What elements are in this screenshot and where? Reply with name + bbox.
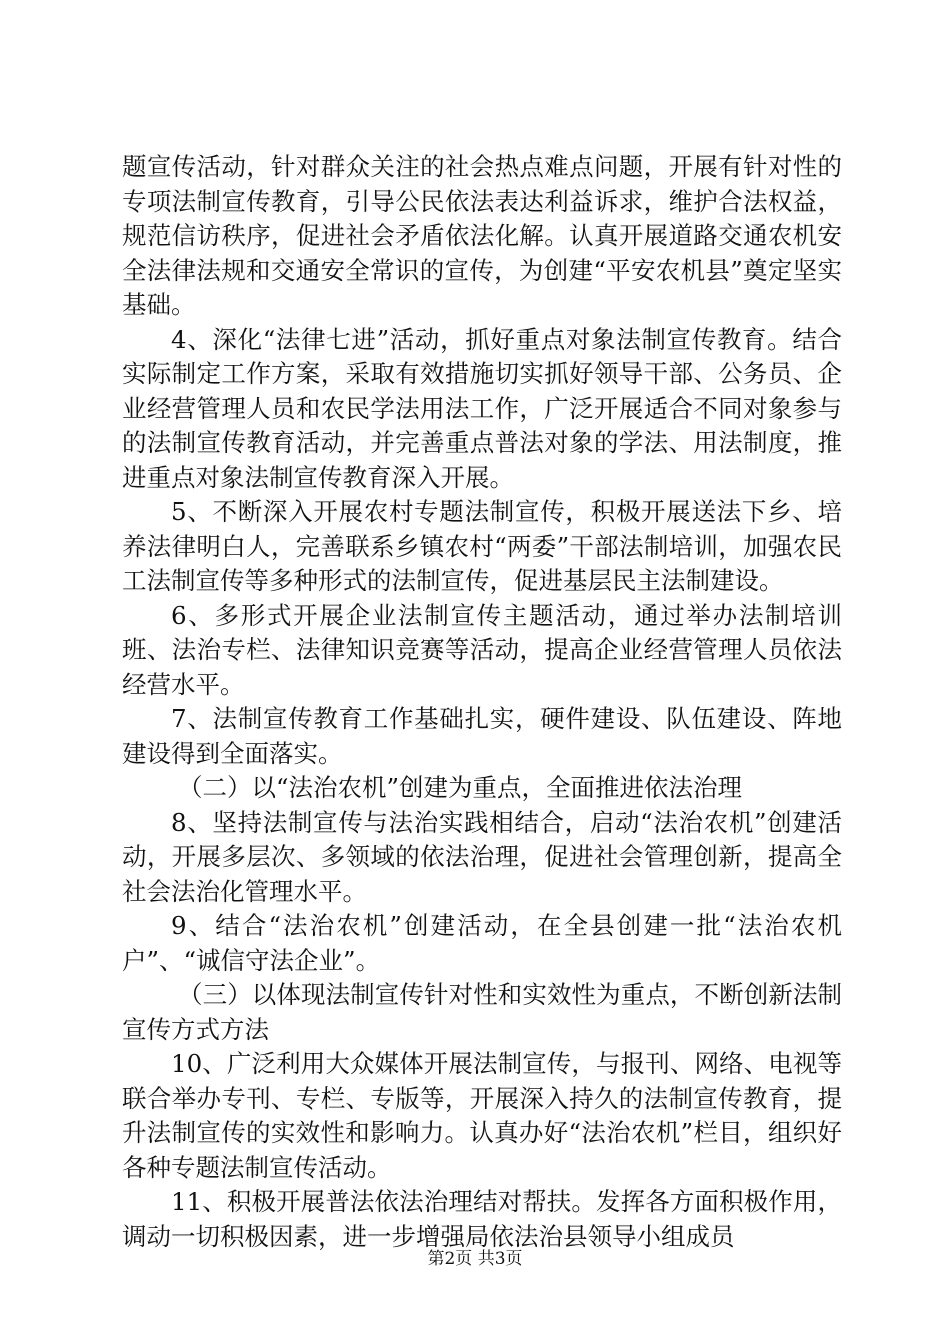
paragraph-continuation: 题宣传活动，针对群众关注的社会热点难点问题，开展有针对性的专项法制宣传教育，引导公民依法表达利益诉求，维护合法权益，规范信访秩序，促进社会矛盾依法化解。认真开展道路交通农机安全法律法规和交通安全常识的宣传，为创建“平安农机县”奠定坚实基础。: [122, 152, 842, 319]
section-heading-3: （三）以体现法制宣传针对性和实效性为重点，不断创新法制宣传方式方法: [122, 980, 842, 1044]
paragraph-item-9: 9、结合“法治农机”创建活动，在全县创建一批“法治农机户”、“诚信守法企业”。: [122, 911, 842, 975]
paragraph-item-4: 4、深化“法律七进”活动，抓好重点对象法制宣传教育。结合实际制定工作方案，采取有效措施切实抓好领导干部、公务员、企业经营管理人员和农民学法用法工作，广泛开展适合不同对象参与的法制宣传教育活动，并完善重点普法对象的学法、用法制度，推进重点对象法制宣传教育深入开展。: [122, 324, 842, 492]
section-heading-2: （二）以“法治农机”创建为重点，全面推进依法治理: [178, 773, 743, 802]
document-body: [122, 150, 842, 1254]
paragraph-item-11: 11、积极开展普法依法治理结对帮扶。发挥各方面积极作用，调动一切积极因素，进一步增强局依法治县领导小组成员: [122, 1187, 842, 1251]
page-footer: 第2页 共3页: [427, 1249, 523, 1269]
paragraph-item-5: 5、不断深入开展农村专题法制宣传，积极开展送法下乡、培养法律明白人，完善联系乡镇农村“两委”干部法制培训，加强农民工法制宣传等多种形式的法制宣传，促进基层民主法制建设。: [122, 497, 842, 595]
paragraph-item-7: 7、法制宣传教育工作基础扎实，硬件建设、队伍建设、阵地建设得到全面落实。: [122, 704, 842, 768]
paragraph-item-8: 8、坚持法制宣传与法治实践相结合，启动“法治农机”创建活动，开展多层次、多领域的依法治理，促进社会管理创新，提高全社会法治化管理水平。: [122, 807, 842, 906]
paragraph-item-10: 10、广泛利用大众媒体开展法制宣传，与报刊、网络、电视等联合举办专刊、专栏、专版等，开展深入持久的法制宣传教育，提升法制宣传的实效性和影响力。认真办好“法治农机”栏目，组织好各种专题法制宣传活动。: [122, 1049, 842, 1182]
paragraph-item-6: 6、多形式开展企业法制宣传主题活动，通过举办法制培训班、法治专栏、法律知识竞赛等活动，提高企业经营管理人员依法经营水平。: [122, 600, 842, 699]
